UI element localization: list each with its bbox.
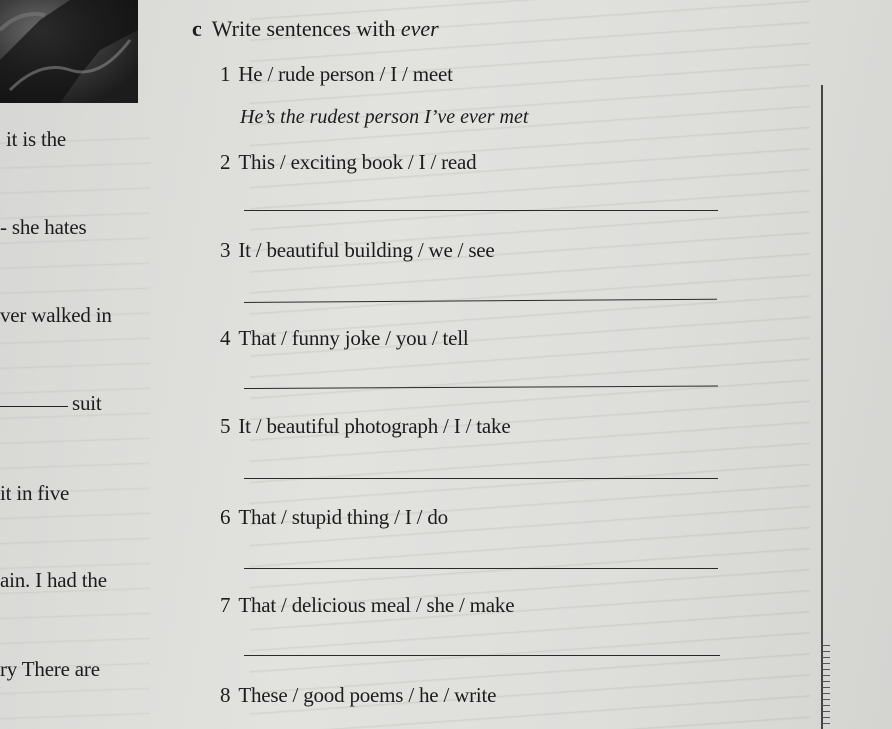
item-prompt: It / beautiful building / we / see (238, 238, 495, 262)
left-fragment: - she hates (0, 215, 87, 239)
exercise-item (220, 683, 496, 708)
exercise-item (220, 62, 453, 87)
left-fragment: suit (72, 391, 102, 415)
exercise-item (220, 238, 495, 263)
item-number: 1 (220, 62, 231, 86)
ruler-ticks (822, 640, 830, 725)
item-prompt: It / beautiful photograph / I / take (238, 414, 511, 438)
answer-blank[interactable] (0, 406, 68, 407)
page-edge-rule (821, 85, 823, 729)
exercise-item (220, 505, 448, 530)
example-answer: He’s the rudest person I’ve ever met (240, 106, 529, 128)
item-number: 5 (220, 414, 231, 438)
left-fragment: ain. I had the (0, 568, 107, 592)
exercise-title-emphasis: ever (400, 16, 439, 41)
item-prompt: These / good poems / he / write (238, 683, 497, 707)
show-through-texture-left (0, 120, 150, 720)
answer-line[interactable] (244, 386, 718, 389)
item-prompt: He / rude person / I / meet (238, 62, 453, 86)
exercise-item (220, 326, 469, 351)
exercise-letter: c (192, 16, 202, 41)
answer-line[interactable] (244, 299, 717, 303)
item-number: 7 (220, 593, 231, 617)
item-number: 6 (220, 505, 231, 529)
left-fragment-with-blank (0, 391, 102, 416)
item-prompt: That / delicious meal / she / make (238, 593, 515, 617)
left-fragment: ver walked in (0, 303, 112, 327)
exercise-title: Write sentences with (211, 16, 396, 41)
answer-line[interactable] (244, 478, 718, 479)
exercise-item (220, 414, 510, 439)
item-number: 2 (220, 150, 231, 174)
item-number: 8 (220, 683, 231, 707)
left-fragment: it is the (6, 127, 67, 151)
exercise-heading (192, 16, 439, 42)
photo-fragment (0, 0, 138, 103)
answer-line[interactable] (244, 568, 718, 569)
item-prompt: That / stupid thing / I / do (238, 505, 448, 529)
item-prompt: That / funny joke / you / tell (238, 326, 469, 350)
left-fragment: it in five (0, 481, 70, 505)
item-number: 3 (220, 238, 231, 262)
left-fragment: ry There are (0, 657, 100, 681)
answer-line[interactable] (244, 210, 718, 211)
exercise-item (220, 150, 476, 175)
item-prompt: This / exciting book / I / read (238, 150, 477, 174)
answer-line[interactable] (244, 655, 720, 656)
item-number: 4 (220, 326, 231, 350)
exercise-item (220, 593, 514, 618)
